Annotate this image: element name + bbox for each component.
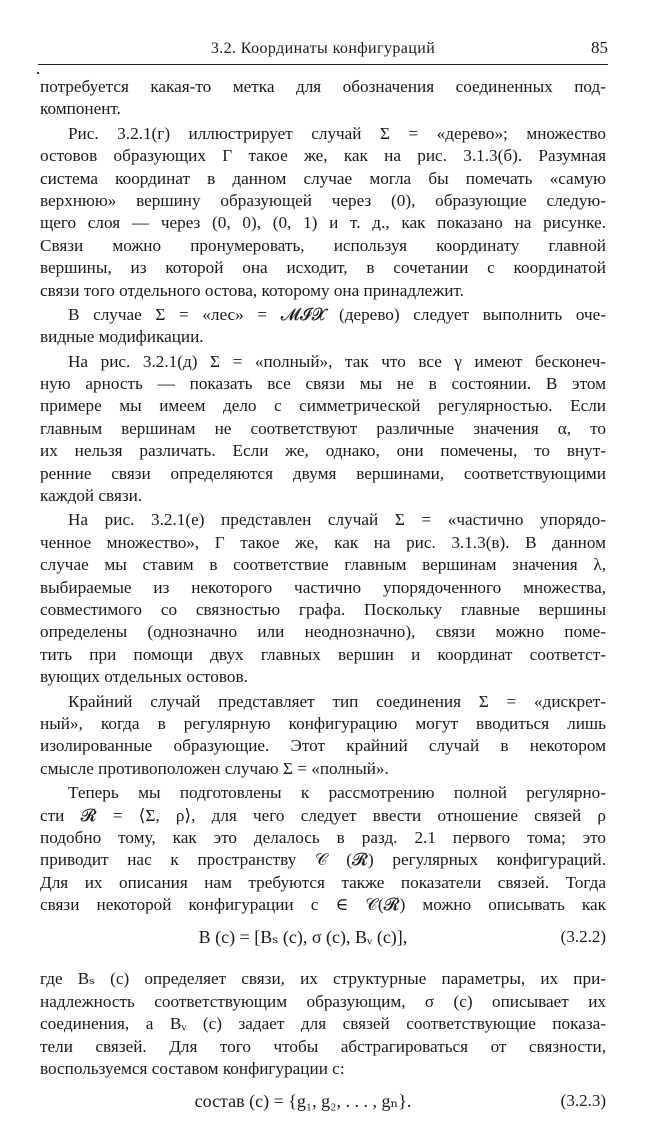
text-line: видные модификации. (40, 327, 204, 347)
text-line: соединения, а Bᵥ (c) задает для связей соответствующие показа- (40, 1014, 606, 1034)
text-line: система координат в данном случае могла бы помечать «самую (40, 168, 606, 188)
page-body (40, 76, 606, 1132)
paragraph (40, 304, 606, 349)
text-line: совместимого со связностью графа. Поскольку главные вершины (40, 599, 606, 619)
text-line: остовов образующих Γ такое же, как на рис. 3.1.3(б). Разумная (40, 146, 606, 166)
text-line: подобно тому, как это делалось в разд. 2.1 первого тома; это (40, 827, 606, 847)
text-line: ную арность — показать все связи мы не в состоянии. В этом (40, 374, 606, 394)
text-line: где Bₛ (c) определяет связи, их структурные параметры, их при- (40, 969, 606, 989)
paragraph (40, 782, 606, 916)
margin-mark (37, 72, 39, 74)
text-line: примере мы имеем дело с симметрической регулярностью. Если (40, 396, 606, 416)
text-line: случае мы ставим в соответствие главным вершинам значения λ, (40, 555, 606, 575)
equation-number: (3.2.3) (560, 1091, 606, 1111)
text-line: каждой связи. (40, 486, 143, 506)
page-header (38, 38, 608, 65)
text-line: их нельзя различать. Если же, однако, они помечены, то внут- (40, 441, 606, 461)
paragraph (40, 691, 606, 781)
text-line: потребуется какая-то метка для обозначения соединенных под- (40, 77, 606, 96)
text-line: надлежность соответствующим образующим, σ (c) описывает их (40, 991, 606, 1011)
paragraph (40, 76, 606, 121)
text-line: связи того отдельного остова, которому она принадлежит. (40, 280, 464, 300)
text-line: В случае Σ = «лес» = 𝓜𝓘𝓧 (дерево) следует выполнить оче- (68, 304, 606, 324)
text-line: приводит нас к пространству 𝒞 (𝓡) регулярных конфигураций. (40, 850, 606, 870)
text-line: ченное множество», Γ такое же, как на рис. 3.1.3(в). В данном (40, 532, 606, 552)
running-title: 3.2. Координаты конфигураций (210, 40, 436, 57)
text-line: тели связей. Для того чтобы абстрагироваться от связности, (40, 1036, 606, 1056)
text-line: определены (однозначно или неоднозначно), связи можно поме- (40, 622, 606, 642)
equation-number: (3.2.2) (560, 927, 606, 947)
paragraph (40, 968, 606, 1080)
equation-3-2-2 (40, 924, 606, 954)
text-line: ный», когда в регулярную конфигурацию могут вводиться лишь (40, 713, 606, 733)
text-line: главным вершинам не соответствуют различные значения α, то (40, 418, 606, 438)
text-line: Рис. 3.2.1(г) иллюстрирует случай Σ = «дерево»; множество (68, 123, 606, 143)
text-line: вующих отдельных остовов. (40, 667, 248, 687)
text-line: вершины, из которой она исходит, в сочетании с координатой (40, 258, 606, 278)
text-line: верхнюю» вершину образующей через (0), образующие следую- (40, 190, 606, 210)
text-line: Крайний случай представляет тип соединения Σ = «дискрет- (68, 691, 606, 711)
text-line: компонент. (40, 99, 121, 119)
page-number: 85 (591, 38, 608, 57)
paragraph (40, 351, 606, 508)
text-line: сти 𝓡 = ⟨Σ, ρ⟩, для чего следует ввести отношение связей ρ (40, 805, 606, 825)
equation-expression: B (c) = [Bₛ (c), σ (c), Bᵥ (c)], (198, 927, 408, 948)
text-line: щего слоя — через (0, 0), (0, 1) и т. д., как показано на рисунке. (40, 213, 606, 233)
text-line: изолированные образующие. Этот крайний случай в некотором (40, 736, 606, 756)
paragraph (40, 123, 606, 302)
text-line: На рис. 3.2.1(е) представлен случай Σ = «частично упорядо- (68, 510, 606, 530)
text-line: На рис. 3.2.1(д) Σ = «полный», так что все γ имеют бесконеч- (68, 351, 606, 371)
text-line: Для их описания нам требуются также показатели связей. Тогда (40, 872, 606, 892)
text-line: смысле противоположен случаю Σ = «полный». (40, 758, 389, 778)
text-line: ренние связи определяются двумя вершинами, соответствующими (40, 463, 606, 483)
text-line: воспользуемся составом конфигурации c: (40, 1059, 345, 1079)
equation-expression: состав (c) = {g₁, g₂, . . . , gₙ}. (194, 1091, 412, 1112)
text-line: Теперь мы подготовлены к рассмотрению полной регулярно- (68, 783, 606, 803)
text-line: выбираемые из некоторого частично упорядоченного множества, (40, 577, 606, 597)
paragraph (40, 509, 606, 688)
equation-3-2-3 (40, 1088, 606, 1118)
text-line: связи некоторой конфигурации c ∈ 𝒞(𝓡) можно описывать как (40, 895, 606, 915)
text-line: тить при помощи двух главных вершин и координат соответст- (40, 644, 606, 664)
text-line: Связи можно пронумеровать, используя координату главной (40, 235, 606, 255)
